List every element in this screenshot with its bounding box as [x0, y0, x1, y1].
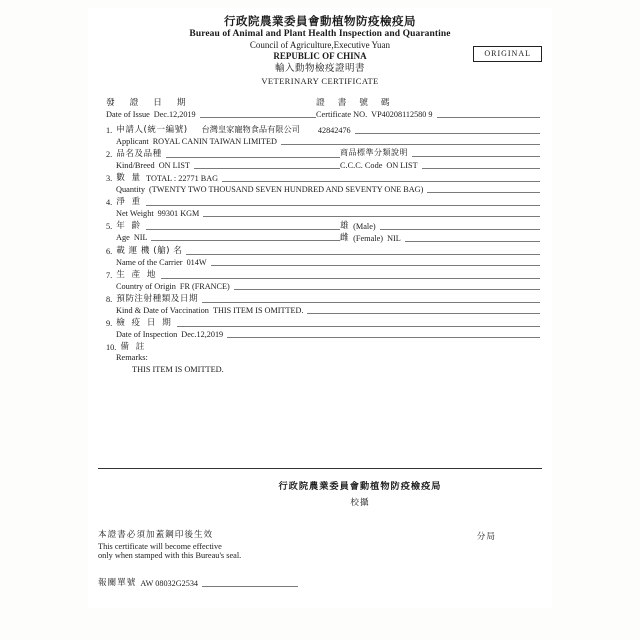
ccc-rule [422, 159, 540, 169]
declaration-value: AW 08032G2534 [140, 579, 199, 588]
vaccination-label-english: Kind & Date of Vaccination [116, 306, 209, 315]
field-age [106, 219, 540, 243]
quantity-label-english: Quantity [116, 185, 146, 194]
original-stamp-box: ORIGINAL [473, 46, 542, 62]
carrier-label-chinese: 載 運 機 (艙) 名 [116, 246, 183, 256]
document-title-chinese: 輸入動物檢疫證明書 [274, 63, 365, 74]
vaccination-label-chinese: 預防注射種類及日期 [116, 294, 199, 304]
footer-note-english-1: This certificate will become effective [98, 542, 222, 551]
female-rule [405, 232, 540, 242]
applicant-value-english: ROYAL CANIN TAIWAN LIMITED [152, 137, 277, 146]
footer-branch-label: 分局 [476, 532, 496, 542]
origin-label-english: Country of Origin [116, 282, 176, 291]
carrier-rule [211, 256, 540, 266]
field-origin [106, 268, 540, 291]
vaccination-rule [307, 304, 540, 314]
kind-breed-value: ON LIST [158, 161, 190, 170]
vaccination-rule-top [202, 293, 540, 303]
kind-breed-label-english: Kind/Breed [116, 161, 155, 170]
certificate-no-block [316, 95, 540, 119]
applicant-label-chinese: 申請人(統一編號) [116, 125, 188, 135]
applicant-label-english: Applicant [116, 137, 149, 146]
quantity-no: 3. [106, 174, 113, 183]
origin-label-chinese: 生 產 地 [116, 270, 158, 280]
footer-note-block [88, 528, 552, 560]
ccc-rule-top [412, 147, 540, 157]
kind-breed-rule-top [166, 148, 340, 158]
origin-no: 7. [106, 271, 113, 280]
applicant-rule-1 [355, 124, 540, 134]
footer-office-name: 行政院農業委員會動植物防疫檢疫局 [278, 481, 442, 492]
field-applicant [106, 123, 540, 146]
female-label-english: (Female) [353, 234, 384, 243]
certificate-sheet [88, 8, 552, 608]
remarks-no: 10. [106, 343, 117, 352]
ccc-label-chinese: 商品標準分類說明 [340, 148, 408, 157]
net-weight-label-chinese: 淨 重 [116, 197, 143, 207]
origin-value: FR (FRANCE) [179, 282, 230, 291]
male-label-chinese: 雄 [340, 221, 350, 231]
document-title-english: VETERINARY CERTIFICATE [261, 76, 379, 86]
applicant-value-chinese: 台灣皇家寵物食品有限公司 [201, 125, 300, 134]
kind-breed-rule [194, 159, 340, 169]
inspection-no: 9. [106, 319, 113, 328]
quantity-value-total: TOTAL : 22771 BAG [146, 174, 219, 183]
origin-rule [234, 280, 540, 290]
kind-breed-label-chinese: 品名及品種 [116, 149, 162, 159]
carrier-no: 6. [106, 247, 113, 256]
remarks-label-chinese: 備 註 [120, 342, 147, 352]
field-net-weight [106, 195, 540, 218]
certificate-no-label-english: Certificate NO. [316, 110, 368, 119]
bureau-name-english: Bureau of Animal and Plant Health Inspection and Quarantine [189, 29, 451, 39]
field-carrier [106, 244, 540, 267]
kind-breed-no: 2. [106, 150, 113, 159]
applicant-no: 1. [106, 126, 113, 135]
applicant-id-value: 42842476 [317, 126, 351, 135]
net-weight-no: 4. [106, 198, 113, 207]
issue-date-rule [200, 108, 316, 118]
country-name-english: REPUBLIC OF CHINA [273, 51, 367, 61]
carrier-label-english: Name of the Carrier [116, 258, 183, 267]
certificate-no-value: VP40208112580 9 [371, 110, 433, 119]
issue-date-value: Dec.12,2019 [153, 110, 196, 119]
remarks-value: THIS ITEM IS OMITTED. [132, 365, 224, 374]
issue-date-block [106, 95, 316, 119]
field-remarks [106, 340, 540, 374]
male-label-english: (Male) [353, 222, 376, 231]
footer-note-chinese: 本證書必須加蓋鋼印後生效 [98, 530, 214, 540]
inspection-label-chinese: 檢 疫 日 期 [116, 318, 173, 328]
inspection-label-english: Date of Inspection [116, 330, 178, 339]
council-name-english: Council of Agriculture,Executive Yuan [249, 40, 391, 50]
declaration-label: 報關單號 [98, 578, 137, 588]
carrier-rule-top [186, 245, 540, 255]
remarks-value-wrap [106, 362, 540, 374]
footer-note-english-2: only when stamped with this Bureau's seal. [98, 551, 242, 560]
certificate-no-rule [437, 108, 541, 118]
female-label-chinese: 雌 [340, 233, 350, 243]
vaccination-value: THIS ITEM IS OMITTED. [212, 306, 304, 315]
field-vaccination [106, 292, 540, 315]
age-label-chinese: 年 齡 [116, 221, 143, 231]
field-inspection-date [106, 316, 540, 339]
quantity-rule-top [222, 172, 540, 182]
male-rule [380, 220, 540, 230]
net-weight-rule-top [146, 196, 540, 206]
quantity-rule [427, 183, 540, 193]
origin-rule-top [161, 269, 540, 279]
quantity-value-words: (TWENTY TWO THOUSAND SEVEN HUNDRED AND SEVENTY ONE BAG) [149, 185, 424, 194]
applicant-rule-2 [281, 135, 540, 145]
certificate-no-label-chinese: 證 書 號 碼 [316, 98, 395, 108]
age-value: NIL [133, 233, 148, 242]
inspection-rule-top [177, 317, 540, 327]
age-no: 5. [106, 222, 113, 231]
agency-name-chinese: 行政院農業委員會動植物防疫檢疫局 [224, 14, 416, 28]
vaccination-no: 8. [106, 295, 113, 304]
quantity-label-chinese: 數 量 [116, 173, 143, 183]
declaration-rule [202, 577, 298, 587]
remarks-label-english: Remarks: [116, 353, 148, 362]
net-weight-value: 99301 KGM [157, 209, 200, 218]
issue-date-label-english: Date of Issue [106, 110, 150, 119]
net-weight-rule [203, 207, 540, 217]
net-weight-label-english: Net Weight [116, 209, 154, 218]
ccc-label-english: C.C.C. Code [340, 161, 383, 170]
issue-date-label-chinese: 發 證 日 期 [106, 98, 192, 108]
field-kind-breed [106, 147, 540, 170]
field-quantity [106, 171, 540, 194]
footer-seal-label: 校攝 [350, 498, 370, 508]
sex-value: NIL [387, 234, 401, 243]
issue-cert-row [106, 95, 540, 119]
inspection-value: Dec.12,2019 [181, 330, 224, 339]
footer-divider-top [98, 468, 542, 469]
carrier-value: 014W [186, 258, 207, 267]
ccc-value: ON LIST [386, 161, 418, 170]
inspection-rule [227, 328, 540, 338]
age-rule-top [146, 220, 340, 230]
age-rule [151, 231, 340, 241]
age-label-english: Age [116, 233, 130, 242]
certificate-body [88, 95, 552, 374]
footer-declaration-block [88, 576, 552, 588]
remarks-label-english-wrap [106, 353, 540, 362]
